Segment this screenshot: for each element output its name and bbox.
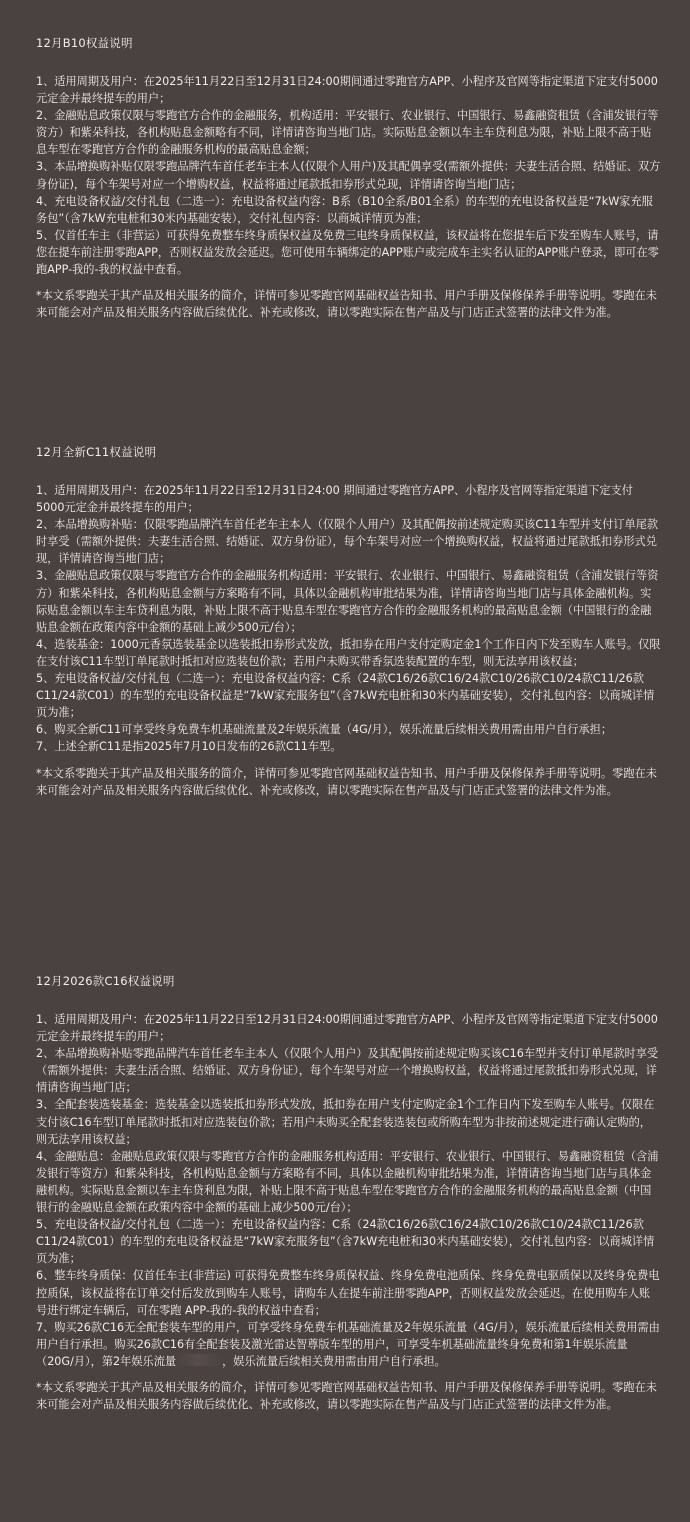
list-item: 3、本品增换购补贴仅限零跑品牌汽车首任老车主本人(仅限个人用户)及其配偶享受(需额外提供：夫妻生活合照、结婚证、双方身份证)，每个车架号对应一个增购权益，权益将通过尾款抵扣券形式兑现，详情请咨询当地门店； [36, 160, 661, 191]
section-c11 [36, 445, 661, 799]
disclaimer-note: *本文系零跑关于其产品及相关服务的简介，详情可参见零跑官网基础权益告知书、用户手册及保修保养手册等说明。零跑在未来可能会对产品及相关服务内容做后续优化、补充或修改，请以零跑实际在售产品及与门店正式签署的法律文件为准。 [36, 766, 657, 797]
section-title: 12月2026款C16权益说明 [36, 974, 175, 988]
section-title: 12月B10权益说明 [36, 36, 133, 50]
list-item: 1、适用周期及用户：在2025年11月22日至12月31日24:00 期间通过零跑官方APP、小程序及官网等指定渠道下定支付5000元定金并最终提车的用户； [36, 484, 633, 515]
list-item: 4、充电设备权益/交付礼包（二选一）：充电设备权益内容：B系（B10全系/B01全系）的车型的充电设备权益是“7kW家充服务包”（含7kW充电桩和30米内基础安装），交付礼包内容：以商城详情页为准； [36, 194, 653, 225]
list-item: 3、金融贴息政策仅限与零跑官方合作的金融服务机构适用：平安银行、农业银行、中国银行、易鑫融资租赁（含浦发银行等资方）和紫朵科技，各机构贴息金额与方案略有不同，具体以金融机构审批结果为准，详情请咨询当地门店与具体金融机构。实际贴息金额以车主车贷利息为限，补贴上限不高于贴息车型在零跑官方合作的金融服务机构的最高贴息金额（中国银行的金融贴息金额在政策内容中金额的基础上减少500元/台）； [36, 569, 659, 634]
list-item: 6、购买全新C11可享受终身免费车机基础流量及2年娱乐流量（4G/月），娱乐流量后续相关费用需由用户自行承担； [36, 723, 613, 737]
section-title: 12月全新C11权益说明 [36, 445, 157, 459]
list-item: 2、本品增换购补贴：仅限零跑品牌汽车首任老车主本人（仅限个人用户）及其配偶按前述规定购买该C11车型并支付订单尾款时享受（需额外提供：夫妻生活合照、结婚证、双方身份证），每个车架号对应一个增换购权益，权益将通过尾款抵扣券形式兑现，详情请咨询当地门店； [36, 518, 659, 566]
list-item: 1、适用周期及用户：在2025年11月22日至12月31日24:00期间通过零跑官方APP、小程序及官网等指定渠道下定支付5000元定金并最终提车的用户； [36, 75, 658, 106]
list-item-text: 7、购买26款C16无全配套装车型的用户，可享受终身免费车机基础流量及2年娱乐流量（4G/月），娱乐流量后续相关费用需由用户自行承担。购买26款C16有全配套装及激光雷达智尊版车型的用户，可享受车机基础流量终身免费和第1年娱乐流量（20G/月），第2年娱乐流量 [36, 1320, 660, 1368]
rules-list [36, 73, 661, 278]
section-b10 [36, 36, 661, 321]
list-item: 6、整车终身质保：仅首任车主(非营运) 可获得免费整车终身质保权益、终身免费电池质保、终身免费电驱质保以及终身免费电控质保，该权益将在订单交付后发放到购车人账号，请购车人在提车前注册零跑APP，否则权益发放会延迟。在使用购车人账号进行绑定车辆后，可在零跑 APP-我的-我的权益中查看； [36, 1269, 660, 1317]
disclaimer-note: *本文系零跑关于其产品及相关服务的简介，详情可参见零跑官网基础权益告知书、用户手册及保修保养手册等说明。零跑在未来可能会对产品及相关服务内容做后续优化、补充或修改，请以零跑实际在售产品及与门店正式签署的法律文件为准。 [36, 1380, 657, 1412]
redacted-blank [176, 1354, 222, 1366]
rules-list [36, 482, 661, 756]
list-item: 5、仅首任车主（非营运）可获得免费整车终身质保权益及免费三电终身质保权益，该权益将在您提车后下发至购车人账号，请您在提车前注册零跑APP，否则权益发放会延迟。您可使用车辆绑定的APP账户或完成车主实名认证的APP账户登录，即可在零跑APP-我的-我的权益中查看。 [36, 228, 659, 277]
list-item: 5、充电设备权益/交付礼包（二选一）：充电设备权益内容：C系（24款C16/26款C16/24款C10/26款C10/24款C11/26款C11/24款C01）的车型的充电设备权益是“7kW家充服务包”（含7kW充电桩和30米内基础安装），交付礼包内容：以商城详情页为准； [36, 672, 655, 720]
list-item-7 [36, 1319, 661, 1370]
disclaimer-note: *本文系零跑关于其产品及相关服务的简介，详情可参见零跑官网基础权益告知书、用户手册及保修保养手册等说明。零跑在未来可能会对产品及相关服务内容做后续优化、补充或修改，请以零跑实际在售产品及与门店正式签署的法律文件为准。 [36, 289, 657, 320]
list-item: 5、充电设备权益/交付礼包（二选一）：充电设备权益内容：C系（24款C16/26款C16/24款C10/26款C10/24款C11/26款C11/24款C01）的车型的充电设备权益是“7kW家充服务包”（含7kW充电桩和30米内基础安装），交付礼包内容：以商城详情页为准； [36, 1218, 655, 1266]
list-item: 4、金融贴息：金融贴息政策仅限与零跑官方合作的金融服务机构适用：平安银行、农业银行、中国银行、易鑫融资租赁（含浦发银行等资方）和紫朵科技，各机构贴息金额与方案略有不同，具体以金融机构审批结果为准，详情请咨询当地门店与具体金融机构。实际贴息金额以车主车贷利息为限，补贴上限不高于贴息车型在零跑官方合作的金融服务机构的最高贴息金额（中国银行的金融贴息金额在政策内容中金额的基础上减少500元/台）； [36, 1149, 659, 1215]
list-item: 7、上述全新C11是指2025年7月10日发布的26款C11车型。 [36, 740, 342, 754]
section-c16 [36, 974, 661, 1413]
list-item-text: ，娱乐流量后续相关费用需由用户自行承担。 [222, 1354, 446, 1368]
list-item: 2、金融贴息政策仅限与零跑官方合作的金融服务，机构适用：平安银行、农业银行、中国银行、易鑫融资租赁（含浦发银行等资方）和紫朵科技，各机构贴息金额略有不同，详情请咨询当地门店。实际贴息金额以车主车贷利息为限，补贴上限不高于贴息车型在零跑官方合作的金融服务机构的最高贴息金额； [36, 109, 659, 157]
rules-list [36, 1011, 661, 1370]
list-item: 3、全配套装选装基金：选装基金以选装抵扣券形式发放，抵扣券在用户支付定购定金1个工作日内下发至购车人账号。仅限在支付该C16车型订单尾款时抵扣对应选装包价款；若用户未购买全配套装选装包或所购车型为非按前述规定进行确认定购的，则无法享用该权益； [36, 1098, 655, 1146]
list-item: 2、本品增换购补贴零跑品牌汽车首任老车主本人（仅限个人用户）及其配偶按前述规定购买该C16车型并支付订单尾款时享受（需额外提供：夫妻生活合照、结婚证、双方身份证），每个车架号对应一个增换购权益，权益将通过尾款抵扣券形式兑现，详情请咨询当地门店； [36, 1047, 659, 1095]
list-item: 1、适用周期及用户：在2025年11月22日至12月31日24:00期间通过零跑官方APP、小程序及官网等指定渠道下定支付5000元定金并最终提车的用户； [36, 1013, 658, 1044]
list-item: 4、选装基金：1000元香氛选装基金以选装抵扣券形式发放，抵扣券在用户支付定购定金1个工作日内下发至购车人账号。仅限在支付该C11车型订单尾款时抵扣对应选装包价款；若用户未购买带香氛选装配置的车型，则无法享用该权益； [36, 637, 661, 668]
